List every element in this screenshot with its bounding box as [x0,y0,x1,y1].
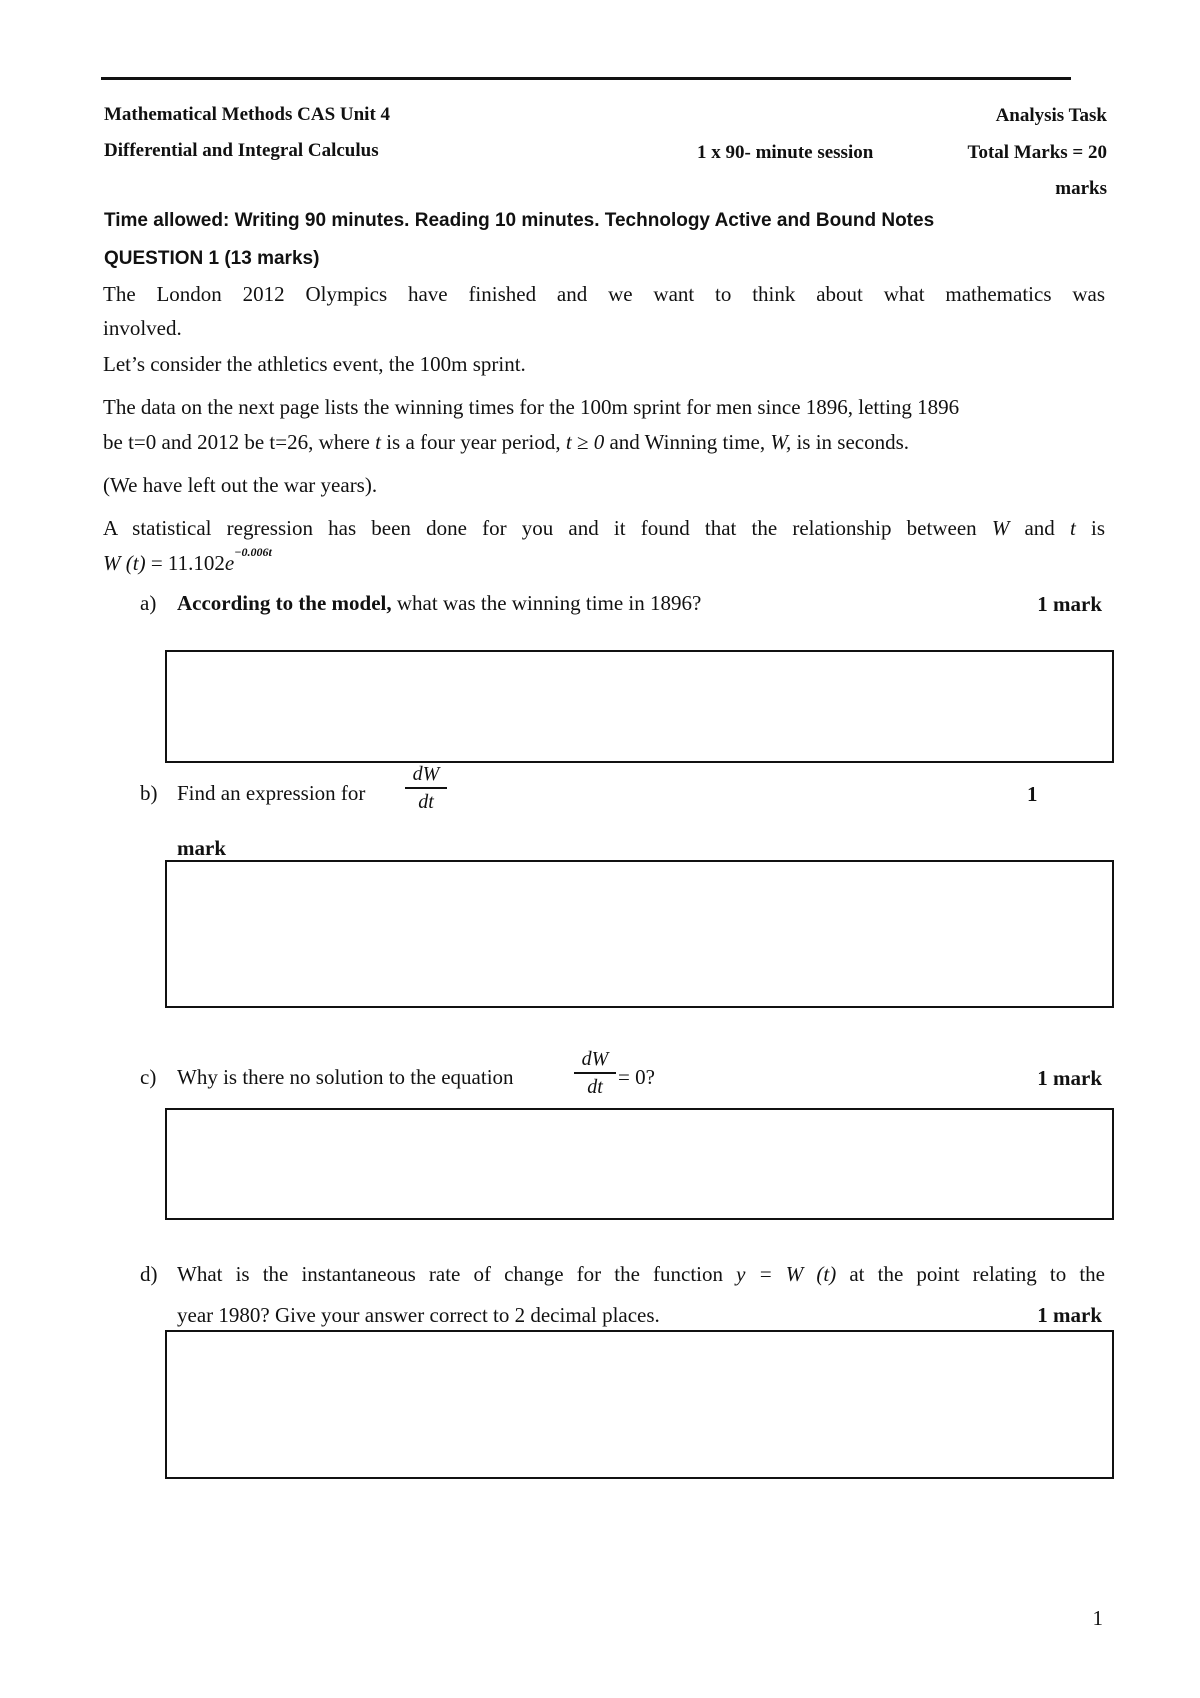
course-title: Mathematical Methods CAS Unit 4 [104,104,391,125]
data-line-1: The data on the next page lists the winning times for the 100m sprint for men since 1896, letting 1896 [103,395,960,419]
part-b-question: Find an expression for [177,781,366,805]
part-c-marks: 1 mark [1037,1066,1102,1090]
intro-line-2: involved. [103,316,182,340]
part-b-fraction: dW dt [405,763,447,813]
answer-box-c[interactable] [165,1108,1114,1220]
question-title: QUESTION 1 (13 marks) [104,248,320,269]
regression-formula: W $(t) = 11.102e^{-0.006t}$ [103,545,272,575]
part-c-question: Why is there no solution to the equation [177,1065,514,1089]
part-d-line-1: What is the instantaneous rate of change for the function y = W (t) at the point relating to the [177,1262,1105,1286]
part-d-label: d) [140,1262,158,1286]
war-note: (We have left out the war years). [103,473,378,497]
answer-box-d[interactable] [165,1330,1114,1479]
part-d-marks: 1 mark [1037,1303,1102,1327]
part-b-label: b) [140,781,158,805]
part-c-label: c) [140,1065,157,1089]
top-rule [101,77,1071,80]
part-a-label: a) [140,591,157,615]
part-a-question: According to the model, what was the winning time in 1896? [177,591,702,615]
part-b-marks-number: 1 [1027,782,1038,806]
part-b-marks-word: mark [177,836,226,860]
regression-line: A statistical regression has been done for you and it found that the relationship between W and t is [103,516,1105,540]
topic-title: Differential and Integral Calculus [104,140,379,161]
part-a-marks: 1 mark [1037,592,1102,616]
task-type: Analysis Task [995,105,1107,126]
consider-line: Let’s consider the athletics event, the 100m sprint. [103,352,526,376]
part-c-equation-end: = 0? [618,1065,655,1089]
time-allowed: Time allowed: Writing 90 minutes. Reading 10 minutes. Technology Active and Bound Notes [104,210,935,231]
data-line-2: be t=0 and 2012 be t=26, where t is a four year period, t ≥ 0 and Winning time, W, is in seconds. [103,430,910,454]
session-info: 1 x 90- minute session [697,142,874,163]
answer-box-b[interactable] [165,860,1114,1008]
part-c-fraction: dW dt [574,1048,616,1098]
answer-box-a[interactable] [165,650,1114,763]
intro-line-1: The London 2012 Olympics have finished and we want to think about what mathematics was [103,282,1105,306]
page-number: 1 [1092,1606,1103,1630]
total-marks-unit: marks [1055,178,1107,199]
total-marks: Total Marks = 20 [967,142,1107,163]
part-d-line-2: year 1980? Give your answer correct to 2 decimal places. [177,1303,660,1327]
